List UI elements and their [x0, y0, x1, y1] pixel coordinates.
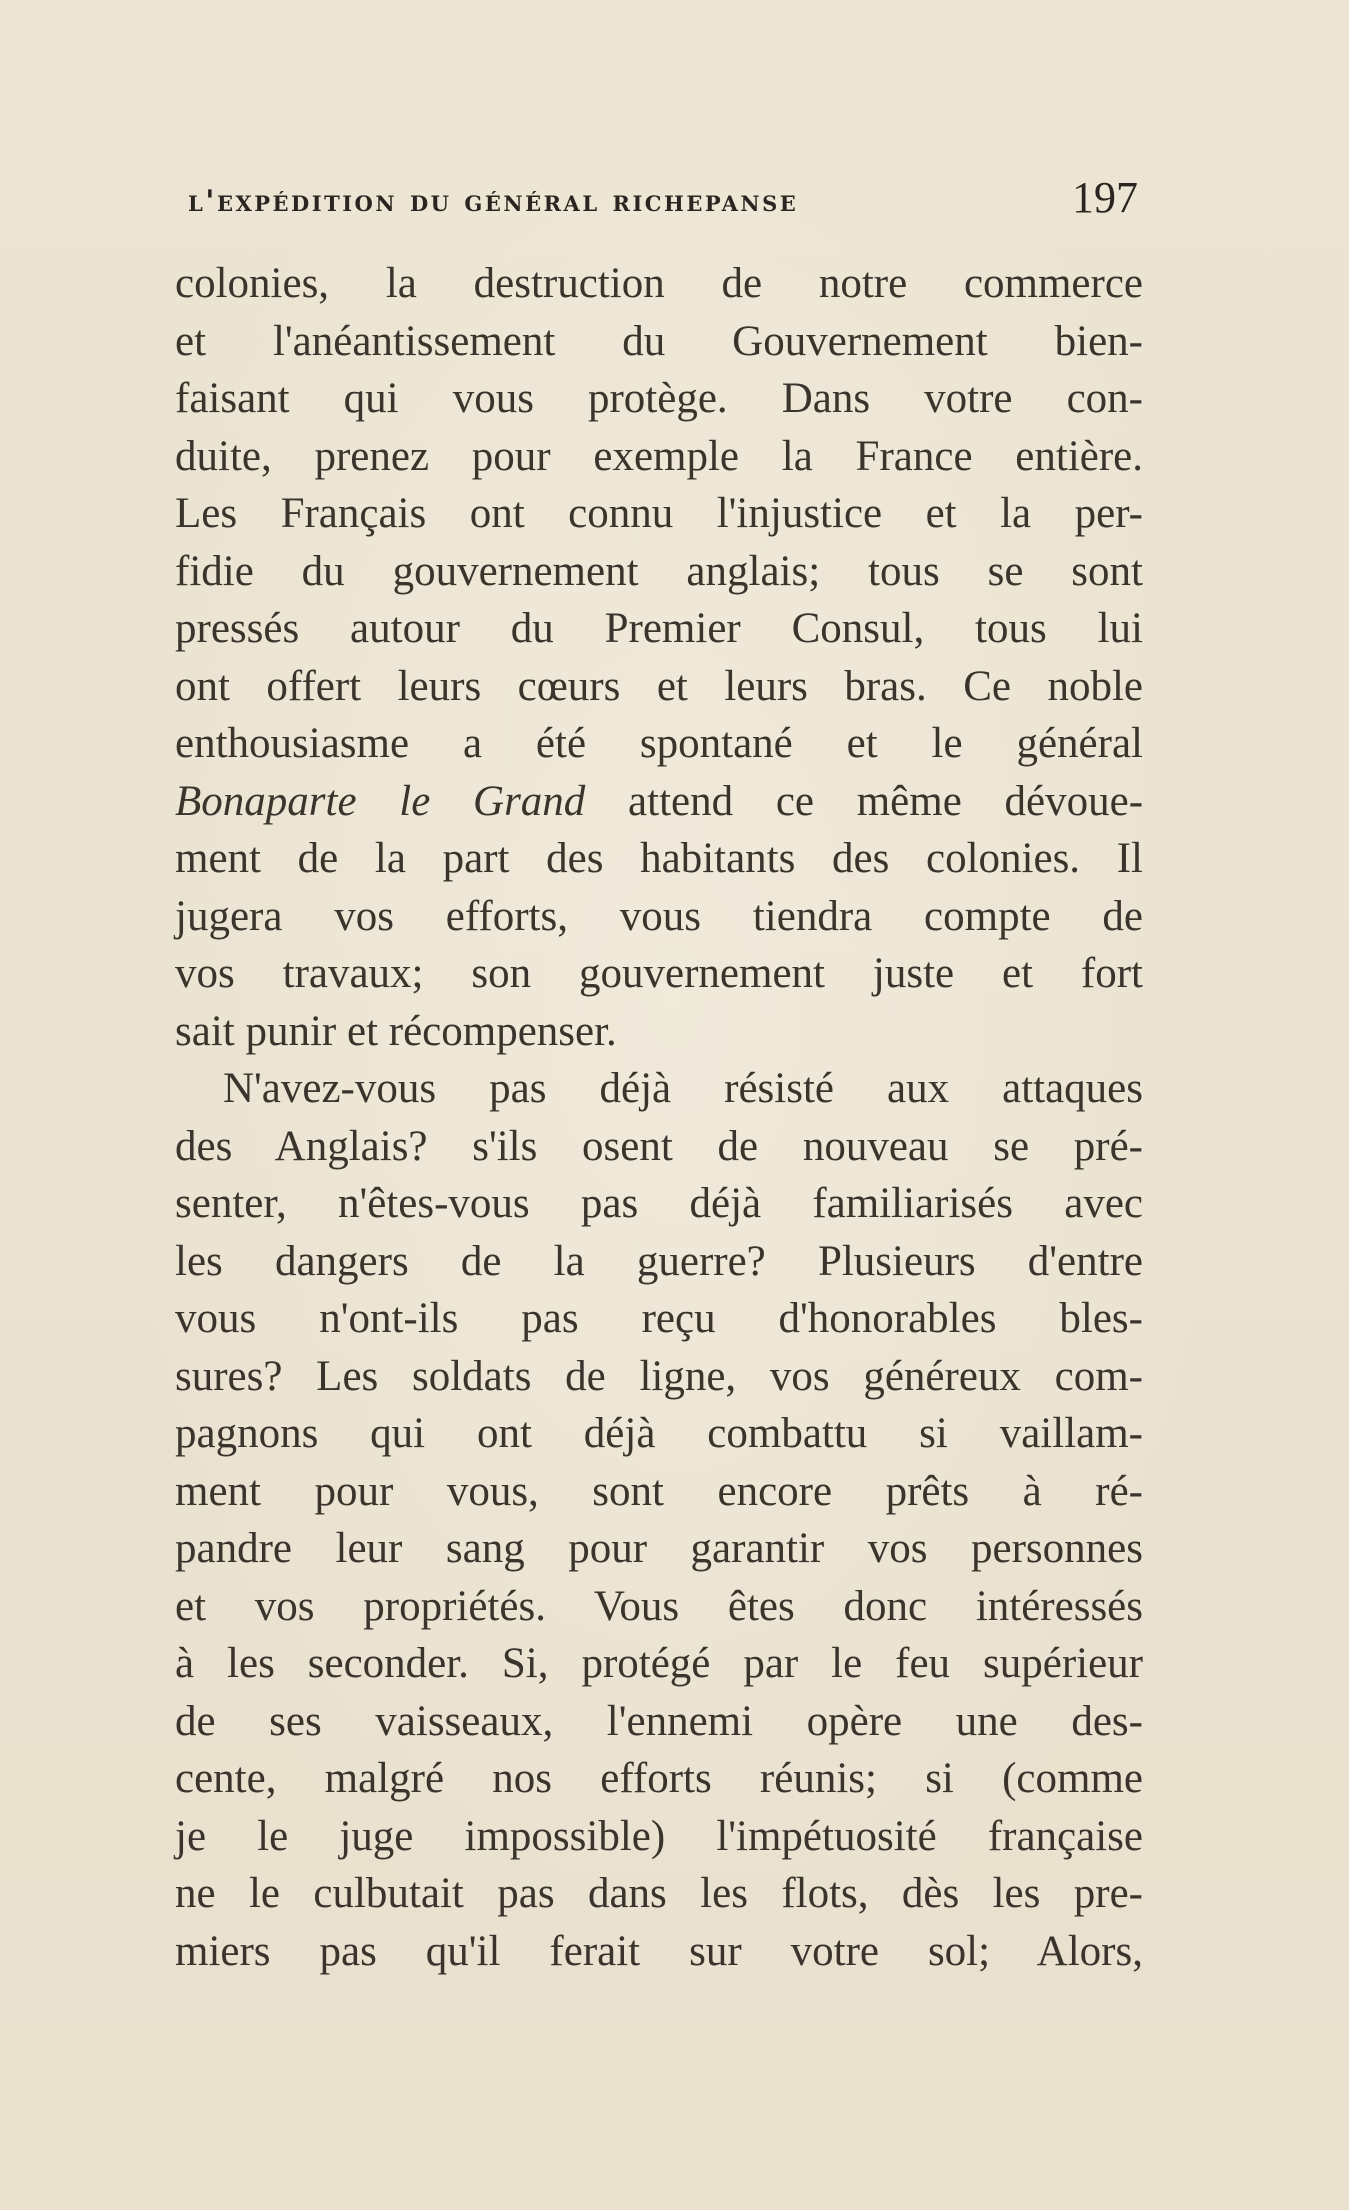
text-line: de ses vaisseaux, l'ennemi opère une des-	[175, 1697, 1143, 1745]
text-line: et l'anéantissement du Gouvernement bien-	[175, 317, 1143, 365]
page-header	[188, 168, 1138, 228]
page-number: 197	[1072, 173, 1138, 222]
text-line: N'avez-vous pas déjà résisté aux attaques	[223, 1065, 1143, 1112]
text-line: miers pas qu'il ferait sur votre sol; Alors,	[175, 1927, 1143, 1975]
italic-name: Bonaparte le Grand	[175, 777, 586, 825]
text-line: je le juge impossible) l'impétuosité française	[175, 1812, 1143, 1860]
text-line: fidie du gouvernement anglais; tous se sont	[175, 547, 1143, 595]
body-text	[175, 255, 1143, 1980]
text-line: enthousiasme a été spontané et le général	[175, 720, 1143, 767]
running-title: l'expédition du général richepanse	[188, 184, 799, 219]
text-line: et vos propriétés. Vous êtes donc intéressés	[175, 1582, 1143, 1630]
text-line: senter, n'êtes-vous pas déjà familiarisés avec	[175, 1180, 1143, 1227]
text-line: ne le culbutait pas dans les flots, dès les pre-	[175, 1870, 1143, 1917]
text-line: faisant qui vous protège. Dans votre con-	[175, 375, 1143, 422]
text-line: jugera vos efforts, vous tiendra compte de	[175, 892, 1143, 940]
text-line	[175, 773, 1143, 831]
text-line: ont offert leurs cœurs et leurs bras. Ce noble	[175, 662, 1143, 710]
text-line: duite, prenez pour exemple la France entière.	[175, 432, 1143, 480]
text-line: pressés autour du Premier Consul, tous lui	[175, 605, 1143, 652]
text-line: pagnons qui ont déjà combattu si vaillam-	[175, 1410, 1143, 1457]
text-line: ment de la part des habitants des colonies. Il	[175, 835, 1143, 882]
text-line: colonies, la destruction de notre commerce	[175, 260, 1143, 307]
text-line: pandre leur sang pour garantir vos personnes	[175, 1525, 1143, 1572]
text-line: sures? Les soldats de ligne, vos généreux com-	[175, 1352, 1143, 1400]
text-line: sait punir et récompenser.	[175, 1007, 617, 1055]
text-line: cente, malgré nos efforts réunis; si (comme	[175, 1755, 1143, 1802]
text-line: vos travaux; son gouvernement juste et fort	[175, 950, 1143, 997]
text-line: des Anglais? s'ils osent de nouveau se pré-	[175, 1122, 1143, 1170]
text-line: ment pour vous, sont encore prêts à ré-	[175, 1467, 1143, 1515]
text-line-rest: attend ce même dévoue-	[628, 777, 1144, 825]
text-line: vous n'ont-ils pas reçu d'honorables bles-	[175, 1295, 1143, 1342]
text-line: les dangers de la guerre? Plusieurs d'entre	[175, 1237, 1143, 1285]
text-line: Les Français ont connu l'injustice et la per-	[175, 490, 1143, 537]
text-line: à les seconder. Si, protégé par le feu supérieur	[175, 1640, 1143, 1687]
